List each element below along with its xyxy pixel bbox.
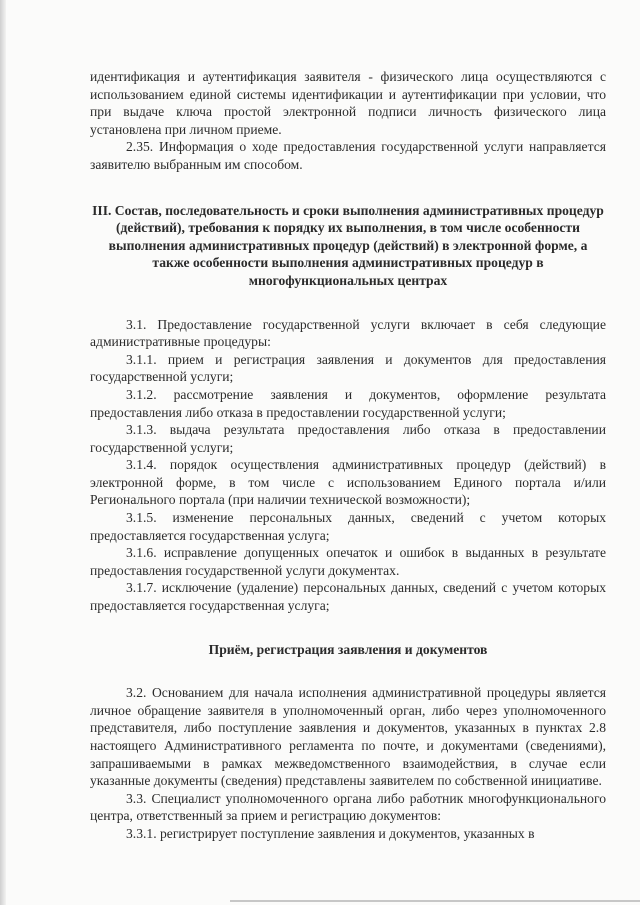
paragraph-3-1-7: 3.1.7. исключение (удаление) персональных данных, сведений с учетом которых предоставляется государственная услуга; bbox=[90, 580, 606, 614]
paragraph-3-1-2: 3.1.2. рассмотрение заявления и документов, оформление результата предоставления либо отказа в предоставлении государственной услуги; bbox=[90, 386, 606, 420]
paragraph-intro: идентификация и аутентификация заявителя - физического лица осуществляются с использованием единой системы идентификации и аутентификации при условии, что при выдаче ключа простой электронной подписи личность физического лица установлена при личном приеме. bbox=[90, 69, 606, 137]
scan-bottom-edge bbox=[230, 900, 640, 902]
paragraph-3-1-1: 3.1.1. прием и регистрация заявления и документов для предоставления государственной услуги; bbox=[90, 351, 606, 385]
paragraph-2-35: 2.35. Информация о ходе предоставления государственной услуги направляется заявителю выбранным им способом. bbox=[90, 139, 606, 172]
paragraph-3-1-4: 3.1.4. порядок осуществления административных процедур (действий) в электронной форме, в том числе с использованием Единого портала и/или Регионального портала (при наличии технической возможности); bbox=[90, 457, 606, 508]
section-3-heading: III. Состав, последовательность и сроки выполнения административных процедур (действий), требования к порядку их выполнения, в том числе особенности выполнения административных процедур (действий) в электронной форме, а также особенности выполнения административных процедур в многофункциональных центрах bbox=[92, 202, 604, 288]
paragraph-3-1: 3.1. Предоставление государственной услуги включает в себя следующие административные процедуры: bbox=[90, 316, 606, 350]
paragraph-3-2: 3.2. Основанием для начала исполнения административной процедуры является личное обращение заявителя в уполномоченный орган, либо через уполномоченного представителя, либо поступление заявления и документов, указанных в пунктах 2.8 настоящего Административного регламента по почте, и документами (сведениями), запрашиваемыми в рамках межведомственного взаимодействия, в случае если указанные документы (сведения) представлены заявителем по собственной инициативе. bbox=[90, 685, 606, 789]
scan-left-edge bbox=[0, 0, 6, 905]
subheading-priem: Приём, регистрация заявления и документов bbox=[208, 641, 488, 657]
paragraph-3-1-6: 3.1.6. исправление допущенных опечаток и ошибок в выданных в результате предоставления государственной услуги документах. bbox=[90, 545, 606, 578]
document-page bbox=[90, 68, 606, 843]
paragraph-3-1-3: 3.1.3. выдача результата предоставления либо отказа в предоставлении государственной услуги; bbox=[90, 422, 606, 455]
paragraph-3-1-5: 3.1.5. изменение персональных данных, сведений с учетом которых предоставляется государственная услуга; bbox=[90, 510, 606, 543]
paragraph-3-3: 3.3. Специалист уполномоченного органа либо работник многофункционального центра, ответственный за прием и регистрацию документов: bbox=[90, 790, 606, 824]
paragraph-3-3-1: 3.3.1. регистрирует поступление заявления и документов, указанных в bbox=[126, 825, 535, 841]
